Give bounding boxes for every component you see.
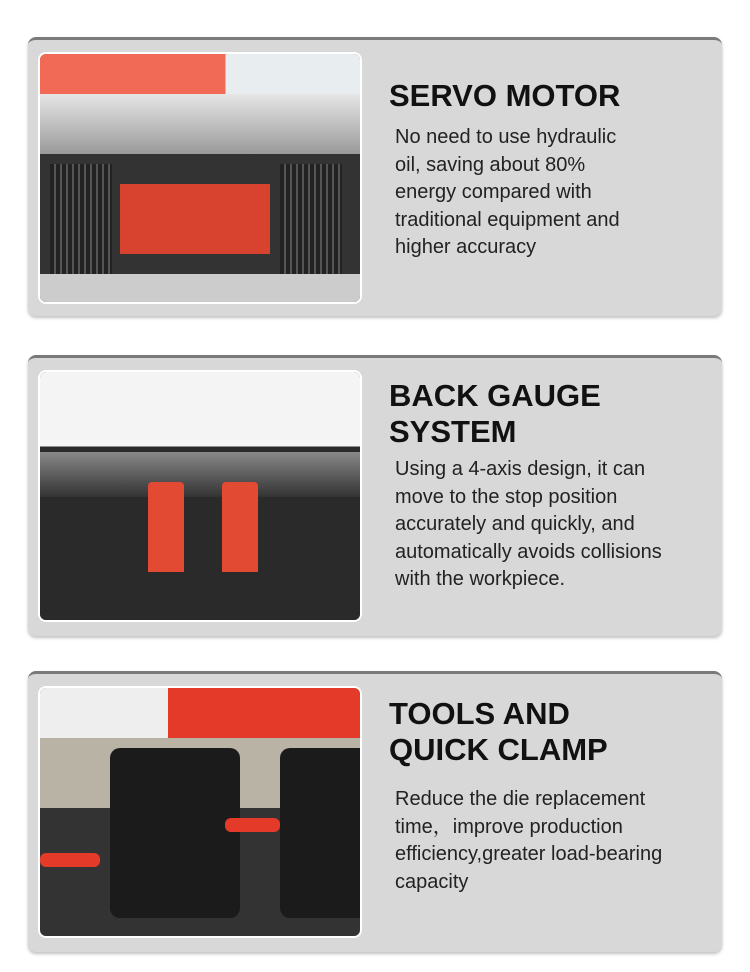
feature-title: SERVO MOTOR xyxy=(389,78,621,113)
servo-motor-photo xyxy=(38,52,362,304)
feature-card-quick-clamp xyxy=(28,671,722,952)
feature-description: No need to use hydraulic oil, saving about 80% energy compared with traditional equipment and higher accuracy xyxy=(395,126,620,258)
feature-title: BACK GAUGE SYSTEM xyxy=(389,378,601,449)
quick-clamp-photo xyxy=(38,686,362,938)
feature-title: TOOLS AND QUICK CLAMP xyxy=(389,696,608,767)
feature-description: Reduce the die replacement time，improve production efficiency,greater load-bearing capacity xyxy=(395,788,663,893)
feature-card-back-gauge xyxy=(28,355,722,636)
feature-card-servo-motor xyxy=(28,37,722,316)
feature-description: Using a 4-axis design, it can move to the stop position accurately and quickly, and automatically avoids collisions with the workpiece. xyxy=(395,458,662,590)
back-gauge-photo xyxy=(38,370,362,622)
